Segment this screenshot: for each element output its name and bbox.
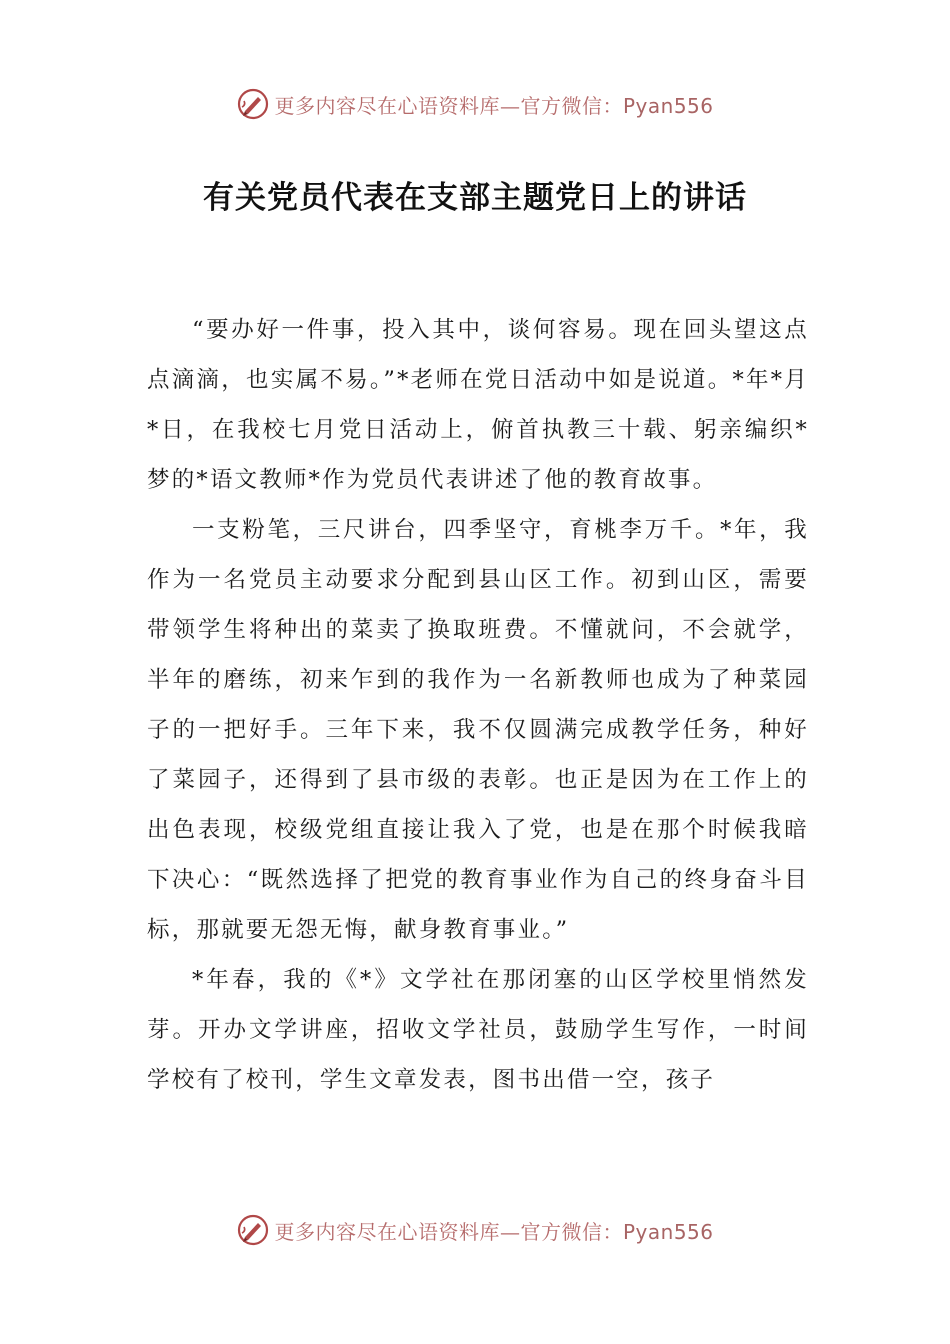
banner-text bbox=[274, 90, 713, 119]
banner-site-text: 更多内容尽在心语资料库 bbox=[274, 93, 500, 118]
document-title: 有关党员代表在支部主题党日上的讲话 bbox=[203, 180, 747, 216]
banner-separator: — bbox=[499, 1219, 521, 1244]
banner-text bbox=[274, 1216, 713, 1245]
paragraph: *年春，我的《*》文学社在那闭塞的山区学校里悄然发芽。开办文学讲座，招收文学社员，鼓励学生写作，一时间学校有了校刊，学生文章发表，图书出借一空，孩子 bbox=[147, 967, 809, 1093]
banner-site-text: 更多内容尽在心语资料库 bbox=[274, 1219, 500, 1244]
document-body bbox=[147, 305, 809, 1105]
banner-wechat-id: Pyan556 bbox=[622, 93, 714, 118]
banner-separator: — bbox=[499, 93, 521, 118]
footer-banner bbox=[0, 1210, 950, 1250]
header-banner bbox=[0, 84, 950, 124]
banner-wechat-label: 官方微信： bbox=[520, 1219, 623, 1244]
banner-wechat-id: Pyan556 bbox=[622, 1219, 714, 1244]
pen-logo-icon bbox=[236, 87, 270, 121]
paragraph: 一支粉笔，三尺讲台，四季坚守，育桃李万千。*年，我作为一名党员主动要求分配到县山区工作。初到山区，需要带领学生将种出的菜卖了换取班费。不懂就问，不会就学，半年的磨练，初来乍到的我作为一名新教师也成为了种菜园子的一把好手。三年下来，我不仅圆满完成教学任务，种好了菜园子，还得到了县市级的表彰。也正是因为在工作上的出色表现，校级党组直接让我入了党，也是在那个时候我暗下决心：“既然选择了把党的教育事业作为自己的终身奋斗目标，那就要无怨无悔，献身教育事业。” bbox=[147, 517, 809, 943]
banner-wechat-label: 官方微信： bbox=[520, 93, 623, 118]
pen-logo-icon bbox=[236, 1213, 270, 1247]
paragraph: “要办好一件事，投入其中，谈何容易。现在回头望这点点滴滴，也实属不易。”*老师在党日活动中如是说道。*年*月*日，在我校七月党日活动上，俯首执教三十载、躬亲编织*梦的*语文教师*作为党员代表讲述了他的教育故事。 bbox=[147, 317, 809, 493]
